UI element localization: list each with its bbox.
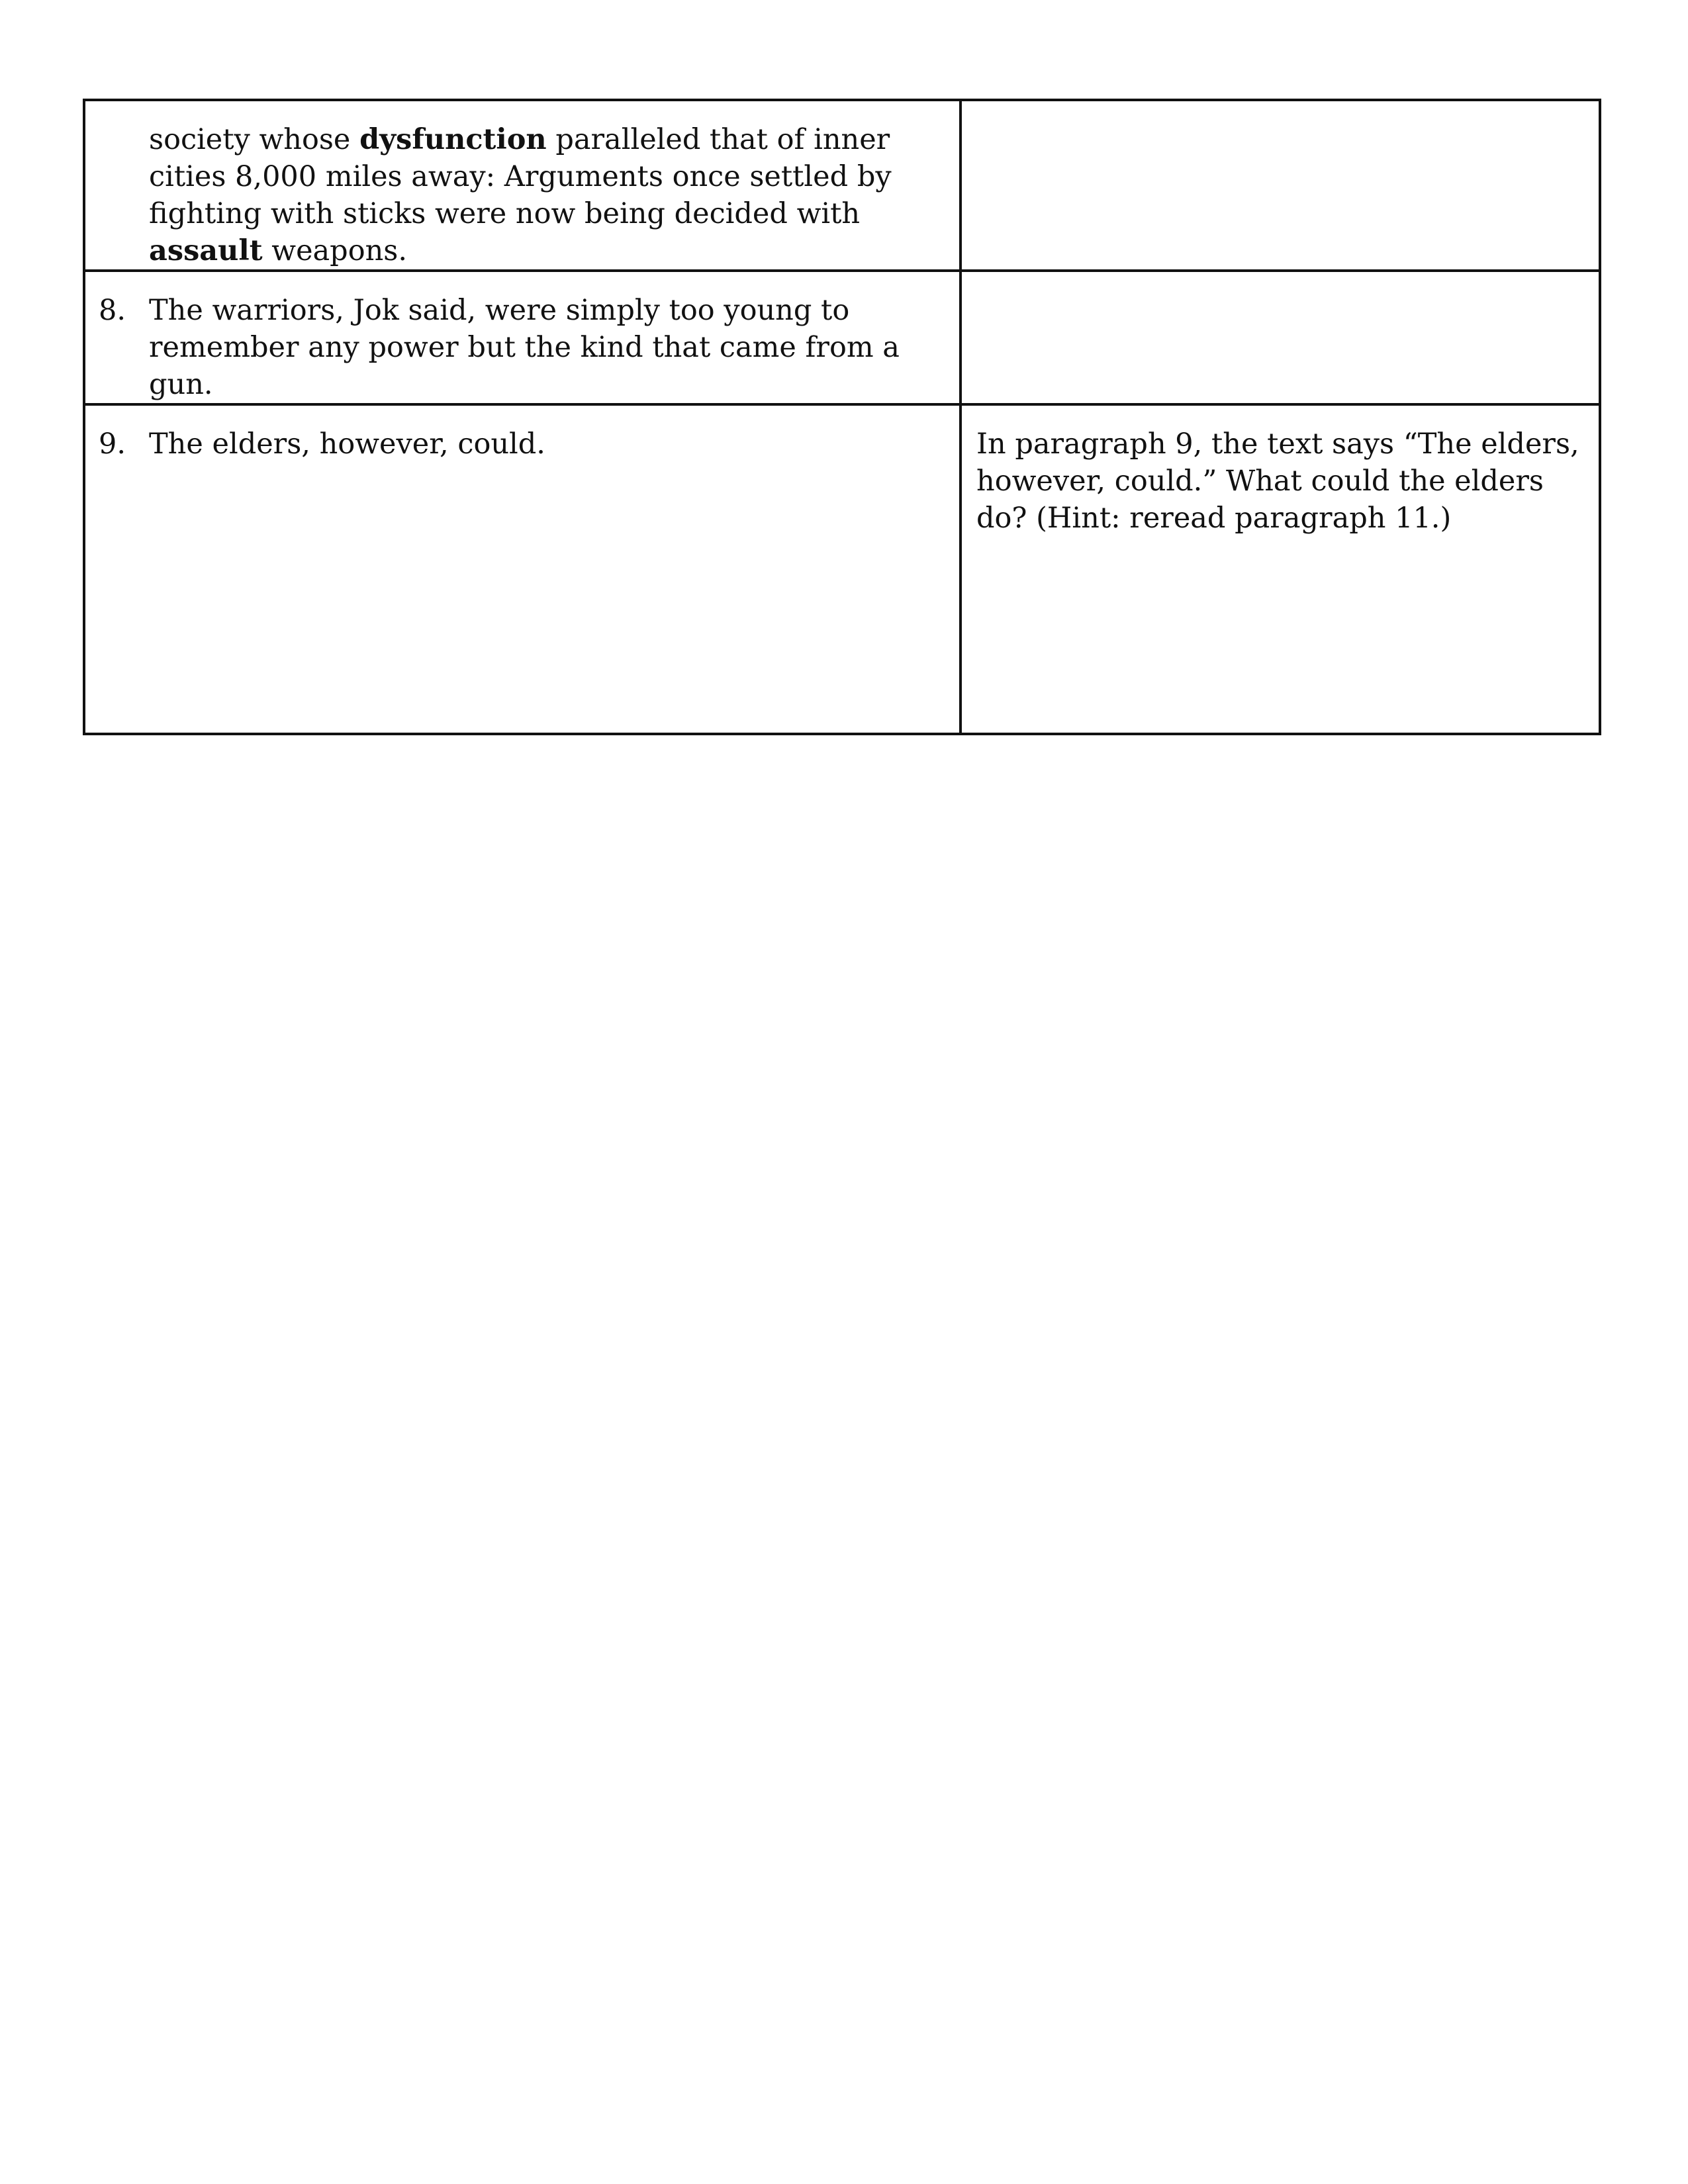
passage-paragraph: [85, 406, 959, 463]
table-row: [84, 271, 1600, 404]
question-cell: [961, 100, 1600, 271]
passage-cell: [84, 100, 961, 271]
text-segment: weapons.: [262, 234, 408, 267]
paragraph-number: 8.: [99, 294, 126, 327]
question-text: [962, 272, 1599, 292]
vocabulary-word-assault: assault: [149, 234, 263, 267]
paragraph-number: 9.: [99, 428, 126, 461]
vocabulary-word-dysfunction: dysfunction: [359, 123, 547, 156]
table-row: [84, 100, 1600, 271]
text-segment: paralleled that of inner cities 8,000 miles away: Arguments once settled by fighting with sticks were now being decided with: [149, 123, 892, 230]
passage-paragraph: [85, 101, 959, 269]
passage-cell: [84, 271, 961, 404]
passage-cell: [84, 404, 961, 734]
table-row: [84, 404, 1600, 734]
passage-paragraph: [85, 272, 959, 403]
paragraph-number: [99, 121, 149, 269]
question-cell: [961, 404, 1600, 734]
question-text: In paragraph 9, the text says “The elders, however, could.” What could the elders do? (Hint: reread paragraph 11.): [976, 428, 1579, 535]
paragraph-text: The warriors, Jok said, were simply too young to remember any power but the kind that came from a gun.: [149, 294, 900, 401]
question-cell: [961, 271, 1600, 404]
text-segment: society whose: [149, 123, 360, 156]
reading-table: [83, 99, 1601, 735]
paragraph-text: [149, 121, 946, 269]
paragraph-text: The elders, however, could.: [149, 428, 545, 461]
question-text: [962, 101, 1599, 121]
